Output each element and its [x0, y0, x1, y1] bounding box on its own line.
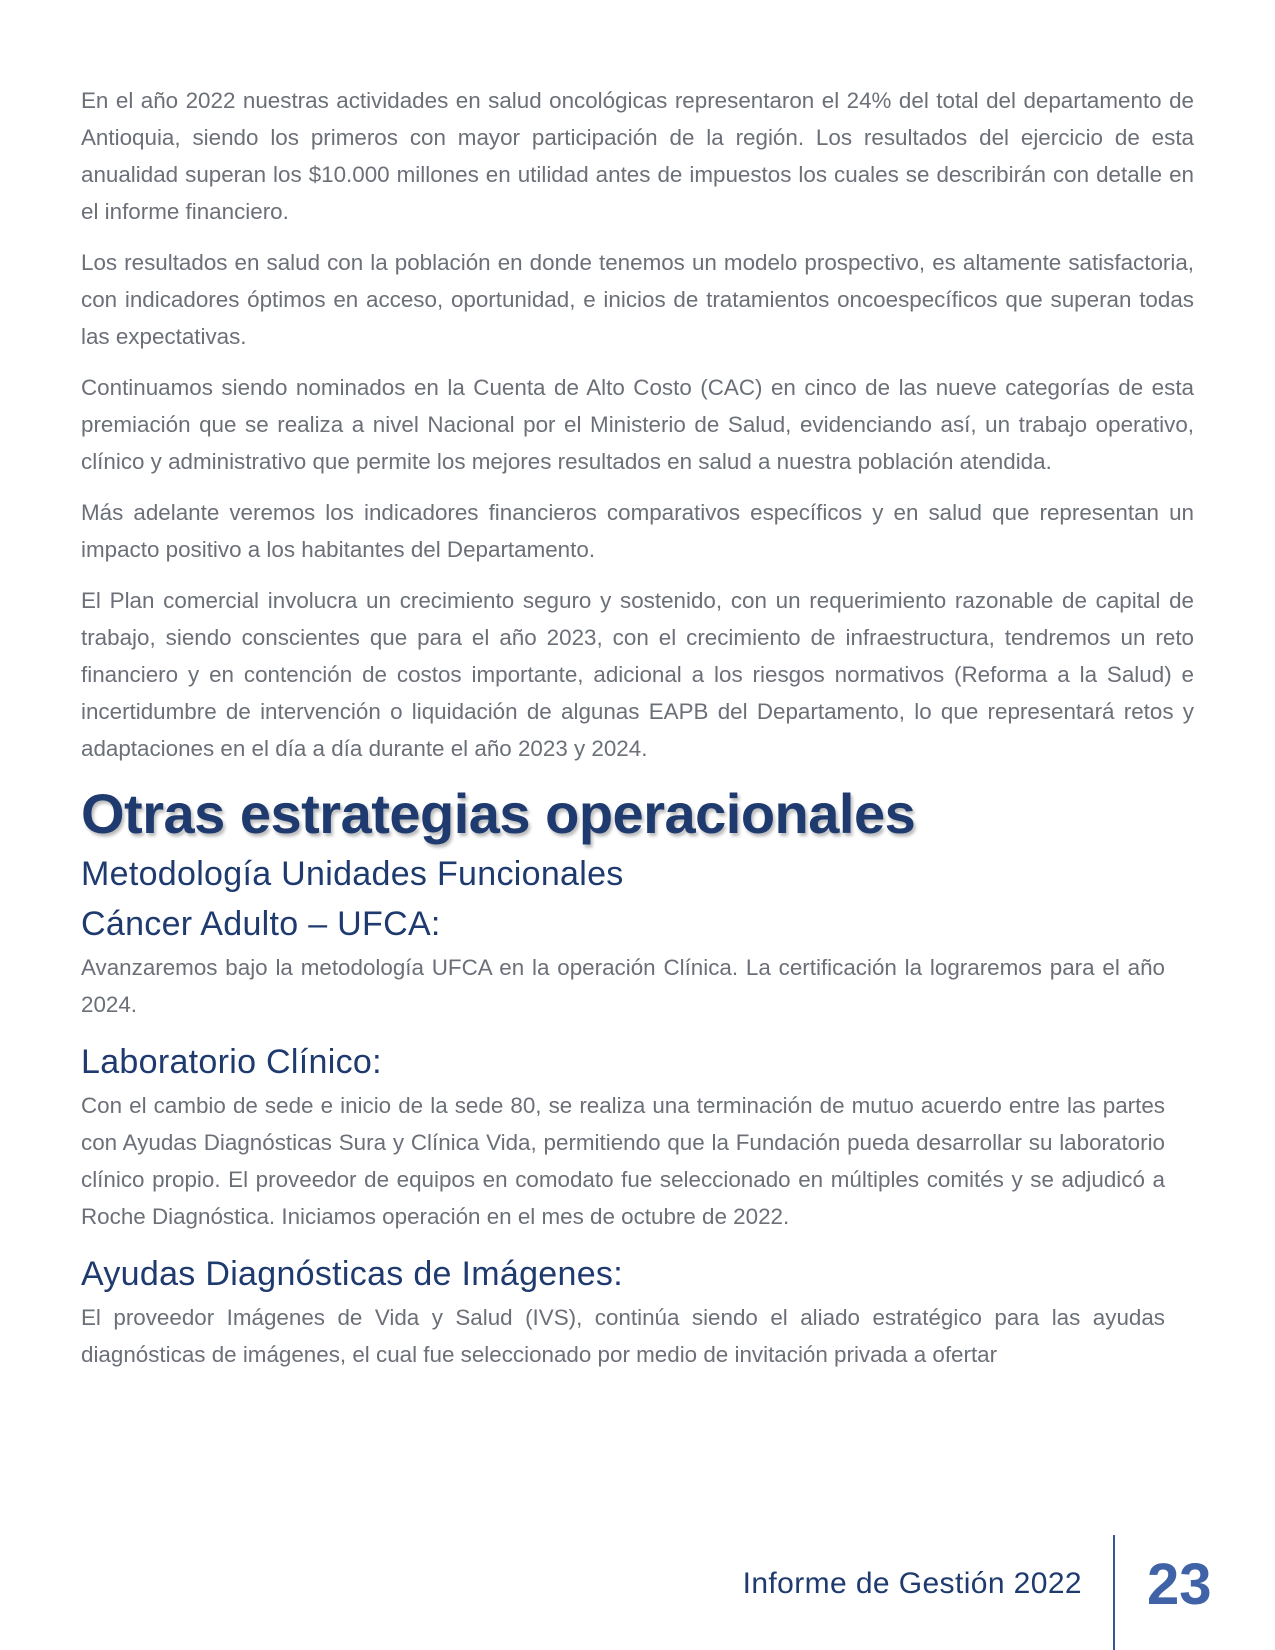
intro-paragraph-commercial-plan: El Plan comercial involucra un crecimiento seguro y sostenido, con un requerimiento razonable de capital de trabajo, siendo conscientes que para el año 2023, con el crecimiento de infraestructura, tendremos un reto financiero y en contención de costos importante, adicional a los riesgos normativos (Reforma a la Salud) e incertidumbre de intervención o liquidación de algunas EAPB del Departamento, lo que representará retos y adaptaciones en el día a día durante el año 2023 y 2024. [81, 588, 1194, 761]
laboratory-paragraph: Con el cambio de sede e inicio de la sede 80, se realiza una terminación de mutuo acuerdo entre las partes con Ayudas Diagnósticas Sura y Clínica Vida, permitiendo que la Fundación pueda desarrollar su laboratorio clínico propio. El proveedor de equipos en comodato fue seleccionado en múltiples comités y se adjudicó a Roche Diagnóstica. Iniciamos operación en el mes de octubre de 2022. [81, 1093, 1165, 1229]
subsection-heading-methodology: Metodología Unidades Funcionales [81, 855, 624, 893]
ufca-paragraph: Avanzaremos bajo la metodología UFCA en la operación Clínica. La certificación la lograremos para el año 2024. [81, 955, 1165, 1017]
subsection-heading-imaging: Ayudas Diagnósticas de Imágenes: [81, 1255, 623, 1293]
subsection-heading-laboratory: Laboratorio Clínico: [81, 1043, 382, 1081]
page-number: 23 [1147, 1552, 1212, 1617]
footer-report-title: Informe de Gestión 2022 [742, 1567, 1082, 1600]
section-title: Otras estrategias operacionales [81, 782, 916, 845]
intro-paragraph-cac-nominations: Continuamos siendo nominados en la Cuenta de Alto Costo (CAC) en cinco de las nueve categorías de esta premiación que se realiza a nivel Nacional por el Ministerio de Salud, evidenciando así, un trabajo operativo, clínico y administrativo que permite los mejores resultados en salud a nuestra población atendida. [81, 375, 1194, 474]
subsection-heading-ufca: Cáncer Adulto – UFCA: [81, 905, 441, 943]
imaging-paragraph: El proveedor Imágenes de Vida y Salud (IVS), continúa siendo el aliado estratégico para las ayudas diagnósticas de imágenes, el cual fue seleccionado por medio de invitación privada a ofertar [81, 1305, 1165, 1367]
footer-divider [1113, 1535, 1115, 1650]
page-content [81, 82, 1194, 1387]
intro-paragraph-health-results: Los resultados en salud con la población en donde tenemos un modelo prospectivo, es altamente satisfactoria, con indicadores óptimos en acceso, oportunidad, e inicios de tratamientos oncoespecíficos que superan todas las expectativas. [81, 250, 1194, 349]
intro-paragraph-oncology-share: En el año 2022 nuestras actividades en salud oncológicas representaron el 24% del total del departamento de Antioquia, siendo los primeros con mayor participación de la región. Los resultados del ejercicio de esta anualidad superan los $10.000 millones en utilidad antes de impuestos los cuales se describirán con detalle en el informe financiero. [81, 88, 1194, 224]
intro-paragraph-financial-indicators: Más adelante veremos los indicadores financieros comparativos específicos y en salud que representan un impacto positivo a los habitantes del Departamento. [81, 500, 1194, 562]
